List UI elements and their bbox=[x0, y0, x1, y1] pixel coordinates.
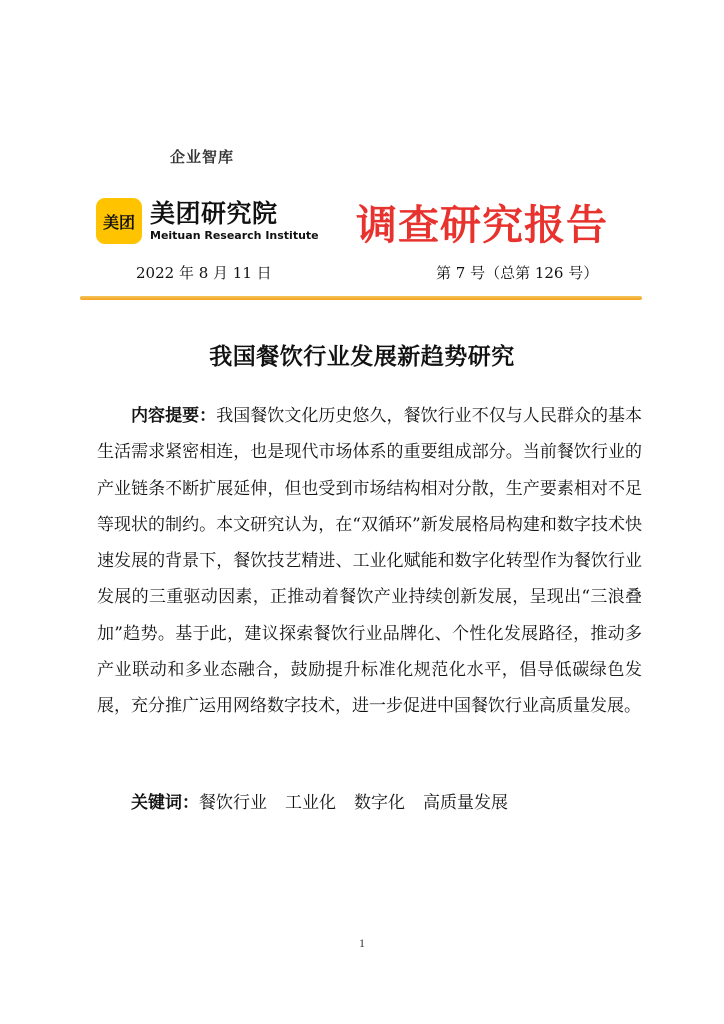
report-date: 2022 年 8 月 11 日 bbox=[136, 264, 272, 282]
keyword: 数字化 bbox=[354, 793, 405, 813]
issue-number: 第 7 号（总第 126 号） bbox=[436, 264, 599, 282]
logo-badge: 美团 bbox=[96, 198, 142, 244]
meituan-logo bbox=[96, 198, 319, 244]
keyword: 工业化 bbox=[285, 793, 336, 813]
keyword: 高质量发展 bbox=[423, 793, 508, 813]
report-type-title: 调查研究报告 bbox=[356, 201, 608, 249]
logo-english-name: Meituan Research Institute bbox=[150, 228, 319, 242]
header-divider bbox=[80, 296, 642, 300]
logo-text bbox=[150, 200, 319, 243]
think-tank-label: 企业智库 bbox=[170, 148, 235, 166]
page-number: 1 bbox=[359, 936, 365, 950]
keyword: 餐饮行业 bbox=[199, 793, 267, 813]
article-title: 我国餐饮行业发展新趋势研究 bbox=[209, 344, 515, 370]
keywords-label: 关键词： bbox=[131, 793, 199, 813]
logo-chinese-name: 美团研究院 bbox=[150, 198, 278, 228]
keywords-line bbox=[131, 788, 526, 813]
abstract-text: 我国餐饮文化历史悠久，餐饮行业不仅与人民群众的基本生活需求紧密相连，也是现代市场体系的重要组成部分。当前餐饮行业的产业链条不断扩展延伸，但也受到市场结构相对分散，生产要素相对不足等现状的制约。本文研究认为，在“双循环”新发展格局构建和数字技术快速发展的背景下，餐饮技艺精进、工业化赋能和数字化转型作为餐饮行业发展的三重驱动因素，正推动着餐饮产业持续创新发展，呈现出“三浪叠加”趋势。基于此，建议探索餐饮行业品牌化、个性化发展路径，推动多产业联动和多业态融合，鼓励提升标准化规范化水平，倡导低碳绿色发展，充分推广运用网络数字技术，进一步促进中国餐饮行业高质量发展。 bbox=[97, 406, 643, 717]
abstract-paragraph bbox=[97, 398, 642, 725]
abstract-label: 内容提要： bbox=[131, 406, 217, 426]
